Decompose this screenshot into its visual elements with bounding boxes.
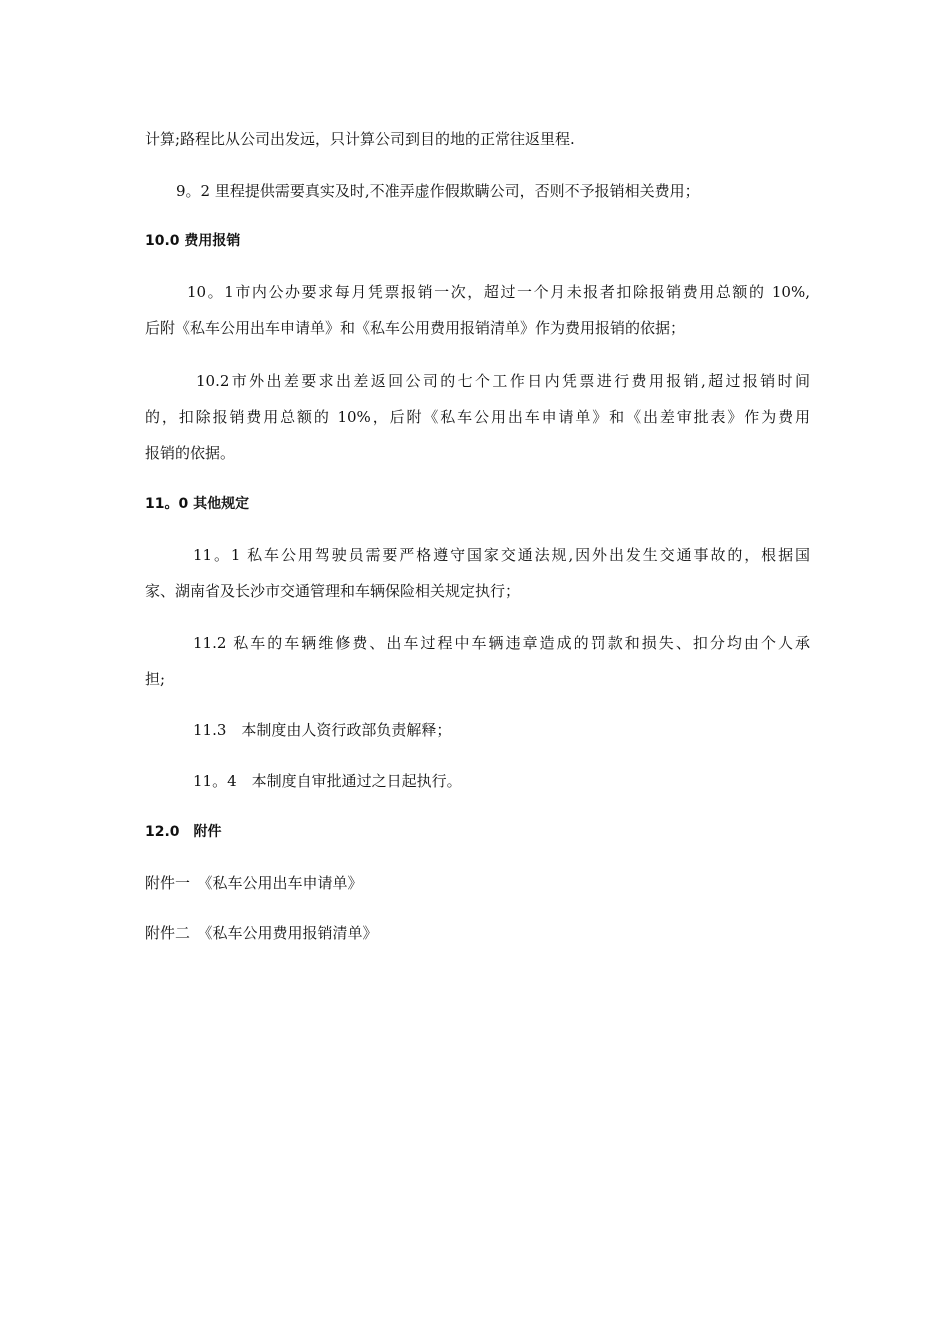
text-line: 10.2市外出差要求出差返回公司的七个工作日内凭票进行费用报销,超过报销时间 <box>196 372 810 390</box>
text-line: 担; <box>145 670 166 688</box>
text-line: 后附《私车公用出车申请单》和《私车公用费用报销清单》作为费用报销的依据； <box>145 319 686 337</box>
section-heading-12: 12.0 附件 <box>145 824 222 840</box>
section-heading-11: 11。0 其他规定 <box>145 496 250 512</box>
text-line: 计算;路程比从公司出发远，只计算公司到目的地的正常往返里程. <box>145 130 575 148</box>
section-heading-10: 10.0 费用报销 <box>145 233 241 249</box>
text-line: 11。1 私车公用驾驶员需要严格遵守国家交通法规,因外出发生交通事故的，根据国 <box>193 546 810 564</box>
attachment-item: 附件二 《私车公用费用报销清单》 <box>145 924 378 942</box>
text-line: 9。2 里程提供需要真实及时,不准弄虚作假欺瞒公司，否则不予报销相关费用； <box>176 182 700 200</box>
text-line: 的，扣除报销费用总额的 10%，后附《私车公用出车申请单》和《出差审批表》作为费用 <box>145 408 810 426</box>
text-line: 10。1市内公办要求每月凭票报销一次，超过一个月未报者扣除报销费用总额的 10%, <box>187 283 810 301</box>
text-line: 报销的依据。 <box>145 444 236 462</box>
attachment-item: 附件一 《私车公用出车申请单》 <box>145 874 363 892</box>
text-line: 家、湖南省及长沙市交通管理和车辆保险相关规定执行； <box>145 582 521 600</box>
text-line: 11。4 本制度自审批通过之日起执行。 <box>193 772 462 790</box>
text-line: 11.2 私车的车辆维修费、出车过程中车辆违章造成的罚款和损失、扣分均由个人承 <box>193 634 810 652</box>
text-line: 11.3 本制度由人资行政部负责解释； <box>193 721 452 739</box>
